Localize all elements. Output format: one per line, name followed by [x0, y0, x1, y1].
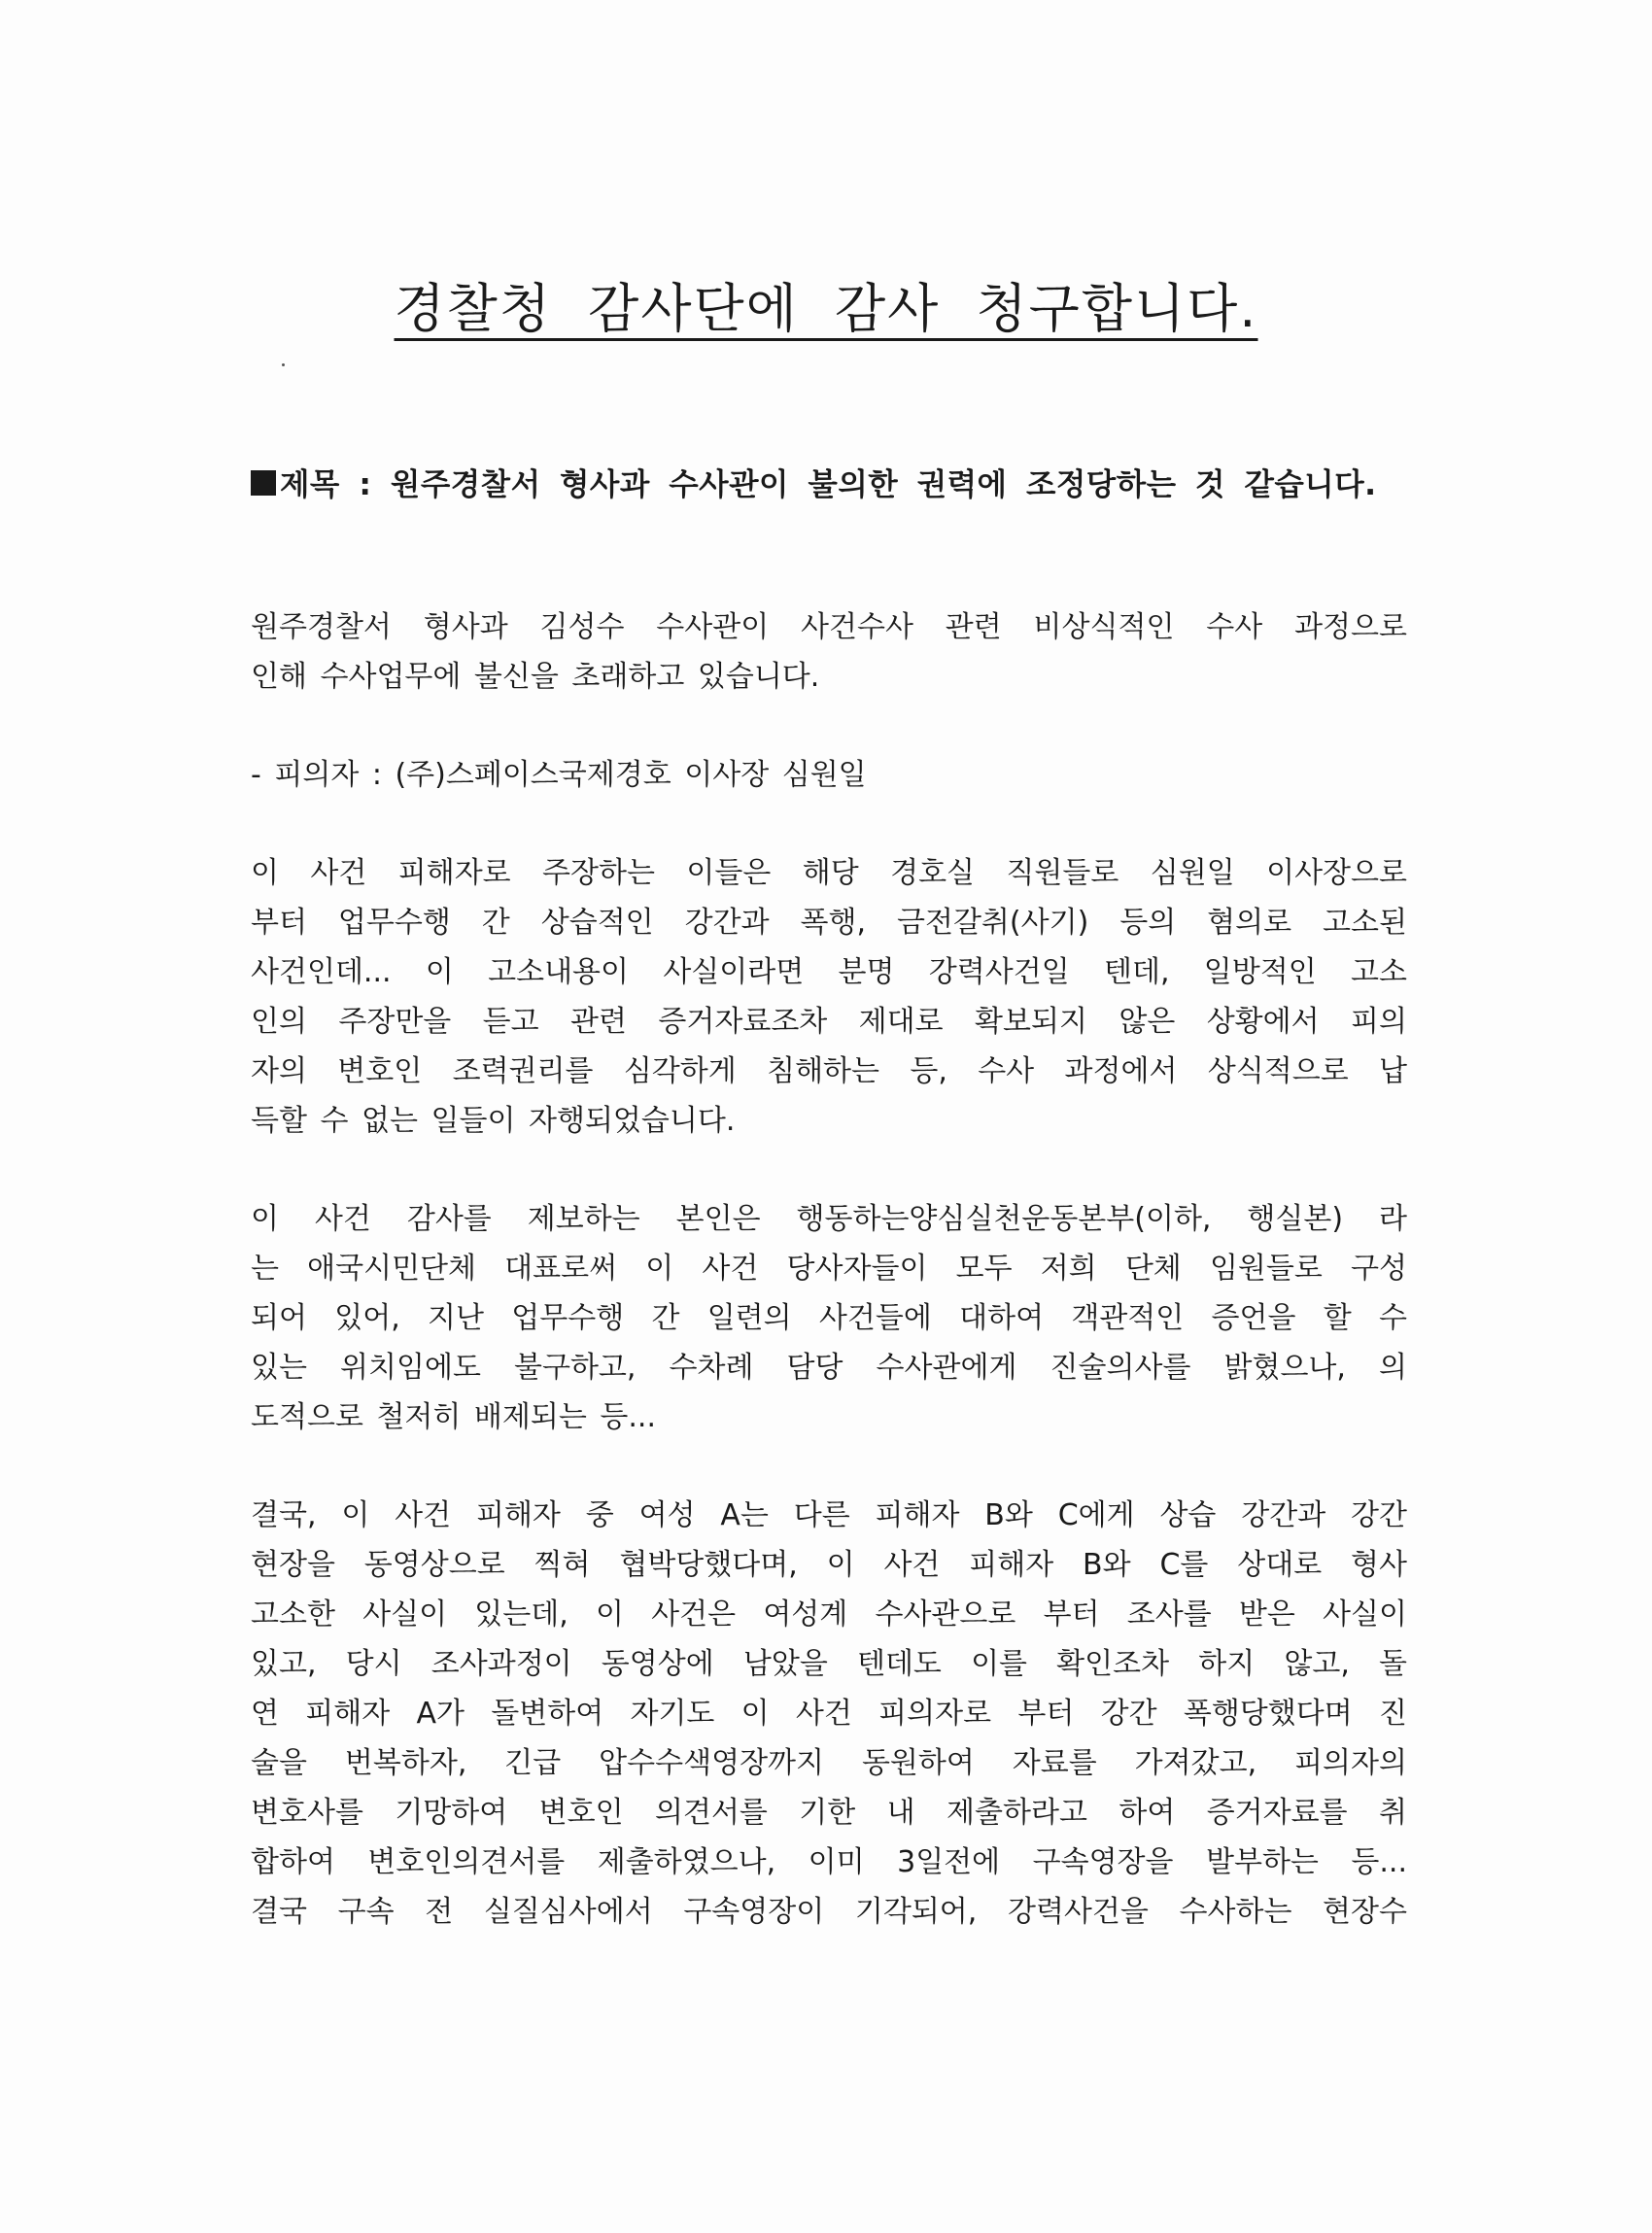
subject-line	[251, 461, 1417, 504]
text-line: 도적으로 철저히 배제되는 등...	[251, 1400, 656, 1434]
text-line: 원주경찰서 형사과 김성수 수사관이 사건수사 관련 비상식적인 수사 과정으로	[251, 610, 1407, 644]
paragraph-suspect	[251, 750, 1407, 800]
subject-text: 제목 : 원주경찰서 형사과 수사관이 불의한 권력에 조정당하는 것 같습니다.	[280, 467, 1377, 502]
text-line: 결국 구속 전 실질심사에서 구속영장이 기각되어, 강력사건을 수사하는 현장수	[251, 1895, 1407, 1929]
text-line: 고소한 사실이 있는데, 이 사건은 여성계 수사관으로 부터 조사를 받은 사실이	[251, 1597, 1407, 1632]
text-line: 변호사를 기망하여 변호인 의견서를 기한 내 제출하라고 하여 증거자료를 취	[251, 1796, 1407, 1830]
text-line: 인해 수사업무에 불신을 초래하고 있습니다.	[251, 660, 820, 694]
text-line: 이 사건 감사를 제보하는 본인은 행동하는양심실천운동본부(이하, 행실본) 라	[251, 1202, 1407, 1236]
text-line: 이 사건 피해자로 주장하는 이들은 해당 경호실 직원들로 심원일 이사장으로	[251, 856, 1407, 890]
paragraph-intro	[251, 602, 1407, 702]
text-line: 되어 있어, 지난 업무수행 간 일련의 사건들에 대하여 객관적인 증언을 할 수	[251, 1301, 1407, 1335]
text-line: 사건인데... 이 고소내용이 사실이라면 분명 강력사건일 텐데, 일방적인 고소	[251, 955, 1407, 989]
text-line: 있는 위치임에도 불구하고, 수차례 담당 수사관에게 진술의사를 밝혔으나, 의	[251, 1351, 1407, 1385]
text-line: 부터 업무수행 간 상습적인 강간과 폭행, 금전갈취(사기) 등의 혐의로 고소된	[251, 906, 1407, 940]
text-line: 있고, 당시 조사과정이 동영상에 남았을 텐데도 이를 확인조차 하지 않고, 돌	[251, 1647, 1407, 1681]
text-line: 합하여 변호인의견서를 제출하였으나, 이미 3일전에 구속영장을 발부하는 등...	[251, 1845, 1407, 1879]
text-line: 결국, 이 사건 피해자 중 여성 A는 다른 피해자 B와 C에게 상습 강간과 강간	[251, 1498, 1408, 1532]
paragraph-reporter	[251, 1194, 1407, 1442]
body-text	[251, 602, 1407, 1985]
document-title: 경찰청 감사단에 감사 청구합니다.	[394, 278, 1258, 339]
paragraph-complaint	[251, 848, 1407, 1146]
text-line: 득할 수 없는 일들이 자행되었습니다.	[251, 1104, 736, 1138]
text-line: 술을 번복하자, 긴급 압수수색영장까지 동원하여 자료를 가져갔고, 피의자의	[251, 1746, 1407, 1780]
text-line: 는 애국시민단체 대표로써 이 사건 당사자들이 모두 저희 단체 임원들로 구성	[251, 1252, 1407, 1286]
text-line: 현장을 동영상으로 찍혀 협박당했다며, 이 사건 피해자 B와 C를 상대로 형사	[251, 1548, 1407, 1582]
text-line: 연 피해자 A가 돌변하여 자기도 이 사건 피의자로 부터 강간 폭행당했다며 진	[251, 1697, 1407, 1731]
text-line: - 피의자 : (주)스페이스국제경호 이사장 심원일	[251, 758, 867, 792]
scan-speck	[282, 363, 285, 366]
paragraph-conclusion	[251, 1491, 1407, 1937]
text-line: 자의 변호인 조력권리를 심각하게 침해하는 등, 수사 과정에서 상식적으로 납	[251, 1054, 1407, 1088]
text-line: 인의 주장만을 듣고 관련 증거자료조차 제대로 확보되지 않은 상황에서 피의	[251, 1005, 1407, 1039]
black-square-bullet-icon	[251, 470, 276, 496]
